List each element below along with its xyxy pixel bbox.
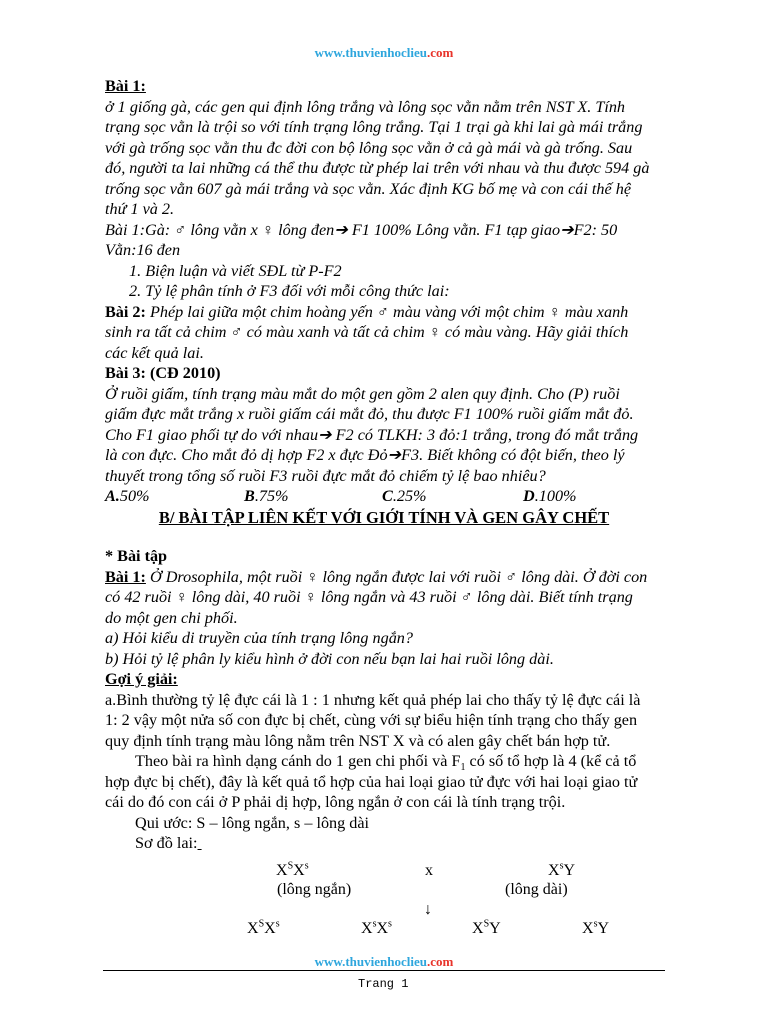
bai3-line: thuyết trong tổng số ruồi F3 ruồi đực mắt đỏ chiếm tỷ lệ bao nhiêu? — [105, 466, 546, 485]
parent-mother-genotype: $X^SX^s$ — [276, 860, 309, 879]
bai2-label: Bài 2: — [105, 302, 146, 321]
bai1-block — [105, 76, 715, 507]
page-number: Trang 1 — [358, 977, 409, 991]
bai1-line: trạng sọc vằn là trội so với tính trạng lông trắng. Tại 1 trại gà khi lai gà mái trắng — [105, 118, 643, 136]
site-tld: .com — [426, 954, 454, 969]
bai3-options — [105, 486, 715, 507]
bai2-line: các kết quả lai. — [105, 343, 204, 362]
question-a: a) Hỏi kiểu di truyền của tính trạng lông ngắn? — [105, 629, 413, 647]
goi-y-a-line: quy định tính trạng màu lông nằm trên NST X và có alen gây chết bán hợp tử. — [105, 731, 611, 750]
goi-y-title: Gợi ý giải: — [105, 670, 178, 688]
offspring-genotype: $X^sY$ — [582, 918, 610, 937]
bai3-line: Cho F1 giao phối tự do với nhau➔ F2 có TLKH: 3 đỏ:1 trắng, trong đó mắt trắng — [105, 425, 639, 444]
mother-phenotype: (lông ngắn) — [277, 881, 352, 898]
site-name: www.thuvienhoclieu — [314, 954, 427, 969]
goi-y-a-line: a.Bình thường tỷ lệ đực cái là 1 : 1 nhưng kết quả phép lai cho thấy tỷ lệ đực cái là — [105, 690, 641, 709]
option-letter: B — [244, 487, 255, 505]
bai2-text: Phép lai giữa một chim hoàng yến ♂ màu vàng với một chim ♀ màu xanh — [145, 302, 629, 321]
offspring-genotype: $X^SX^s$ — [247, 918, 280, 937]
bai3-title: Bài 3: (CĐ 2010) — [105, 364, 221, 382]
option-letter: A. — [105, 487, 120, 505]
bai2-line — [105, 302, 715, 323]
question-b: b) Hỏi tỷ lệ phân ly kiểu hình ở đời con nếu bạn lai hai ruồi lông dài. — [105, 649, 554, 668]
parent-father-genotype: $X^sY$ — [548, 860, 576, 879]
footer-divider — [103, 970, 665, 971]
b-bai1-line — [105, 567, 715, 588]
b-bai1-text: Ở Drosophila, một ruồi ♀ lông ngắn được lai với ruồi ♂ lông dài. Ở đời con — [145, 567, 648, 586]
bai2-line: sinh ra tất cả chim ♂ có màu xanh và tất cả chim ♀ có màu vàng. Hãy giải thích — [105, 323, 629, 341]
bai1-line: đó, người ta lai những cá thể thu được từ phép lai trên với nhau và thu được 594 gà — [105, 159, 650, 177]
goi-y-p2-line: hợp đực bị chết), đây là kết quả tổ hợp của hai loại giao tử đực với hai loại giao tử — [105, 772, 638, 791]
header-site — [0, 45, 768, 61]
section-b-body — [105, 546, 715, 854]
bai1-line: với gà trống sọc vằn thu đc đời con bộ lông sọc vằn ở cả gà mái và gà trống. Sau — [105, 138, 633, 157]
site-tld: .com — [426, 45, 454, 60]
quy-uoc: Qui ước: S – lông ngắn, s – lông dài — [135, 813, 370, 832]
bai1b-line: Bài 1:Gà: ♂ lông vằn x ♀ lông đen➔ F1 100% Lông vằn. F1 tạp giao➔F2: 50 — [105, 220, 618, 239]
section-b-subhead: * Bài tập — [105, 547, 168, 565]
option-text: .100% — [534, 487, 577, 505]
section-b-title: B/ BÀI TẬP LIÊN KẾT VỚI GIỚI TÍNH VÀ GEN GÂY CHẾT — [158, 508, 610, 527]
option-text: .75% — [254, 487, 289, 505]
option-letter: D — [523, 487, 535, 505]
bai3-line: Ở ruồi giấm, tính trạng màu mắt do một gen gồm 2 alen quy định. Cho (P) ruồi — [105, 384, 620, 403]
so-do-label: Sơ đồ lai: — [135, 834, 198, 852]
option-text: 50% — [119, 487, 150, 505]
footer-site — [0, 954, 768, 970]
goi-y-p2-line: Theo bài ra hình dạng cánh do 1 gen chi phối và $F_1$ có số tổ hợp là 4 (kể cả tổ — [135, 752, 637, 774]
cross-symbol: x — [425, 862, 433, 879]
bai1-line: ở 1 giống gà, các gen qui định lông trắng và lông sọc vằn nằm trên NST X. Tính — [105, 97, 626, 116]
bai3-line: là con đực. Cho mắt đỏ dị hợp F2 x đực Đỏ➔F3. Biết không có đột biến, theo lý — [105, 446, 625, 464]
father-phenotype: (lông dài) — [505, 881, 568, 898]
option-text: .25% — [392, 487, 427, 505]
goi-y-p2-line: cái do đó con cái ở P phải dị hợp, lông ngắn ở con cái là tính trạng trội. — [105, 793, 566, 811]
bai1b-line: Vằn:16 đen — [105, 241, 181, 259]
bai1b-item: 1. Biện luận và viết SĐL từ P-F2 — [129, 261, 342, 280]
offspring-genotype: $X^SY$ — [472, 918, 501, 937]
b-bai1-line: có 42 ruồi ♀ lông dài, 40 ruồi ♀ lông ngắn và 43 ruồi ♂ lông dài. Biết tính trạng — [105, 588, 633, 606]
bai1-line: trống sọc vằn 607 gà mái trắng và sọc vằn. Xác định KG bố mẹ và con cái thế hệ — [105, 179, 631, 198]
bai3-line: giấm đực mắt trắng x ruồi giấm cái mắt đỏ, thu được F1 100% ruồi giấm mắt đỏ. — [105, 405, 634, 423]
down-arrow-icon: ↓ — [424, 901, 432, 918]
b-bai1-line: do một gen chi phối. — [105, 608, 238, 627]
offspring-genotype: $X^sX^s$ — [361, 918, 392, 937]
bai1b-item: 2. Tỷ lệ phân tính ở F3 đối với mỗi công thức lai: — [129, 282, 450, 300]
bai1-title: Bài 1: — [105, 77, 146, 95]
site-name: www.thuvienhoclieu — [314, 45, 427, 60]
option-letter: C — [382, 487, 393, 505]
bai1-line: thứ 1 và 2. — [105, 200, 175, 218]
goi-y-a-line: 1: 2 vậy một nửa số con đực bị chết, cùng với sự biểu hiện tính trạng cho thấy gen — [105, 711, 638, 729]
b-bai1-label: Bài 1: — [105, 567, 146, 586]
